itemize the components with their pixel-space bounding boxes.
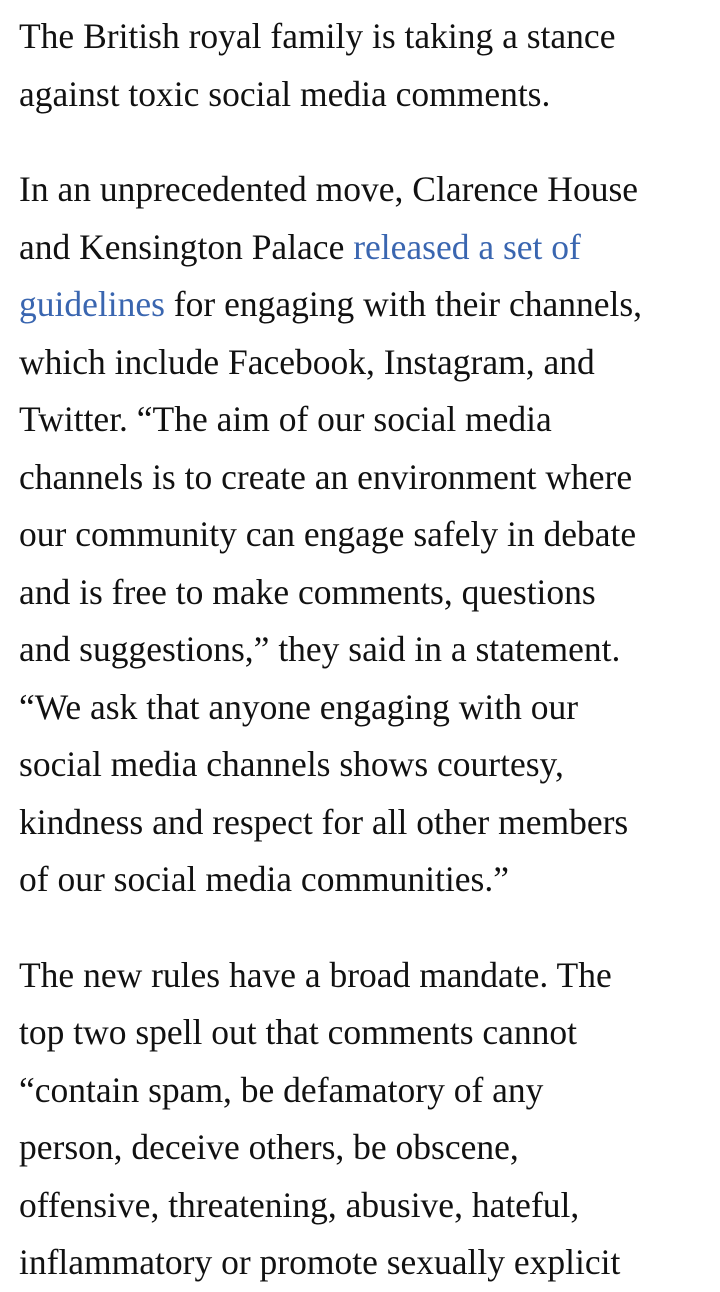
text-line: social media channels shows courtesy, xyxy=(19,744,564,784)
text-line: In an unprecedented move, Clarence House xyxy=(19,169,639,209)
text-line xyxy=(19,276,709,334)
text-line: The new rules have a broad mandate. The xyxy=(19,954,612,995)
text-line: against toxic social media comments. xyxy=(19,73,551,114)
text-line: Twitter. “The aim of our social media xyxy=(19,399,552,439)
text-line: of our social media communities.” xyxy=(19,859,509,899)
text-fragment: and Kensington Palace xyxy=(19,226,354,267)
text-line: which include Facebook, Instagram, and xyxy=(19,341,595,382)
guidelines-link[interactable]: released a set of xyxy=(353,226,581,267)
article-body xyxy=(19,8,709,1292)
text-line: top two spell out that comments cannot xyxy=(19,1012,578,1052)
text-line: and suggestions,” they said in a statement. xyxy=(19,629,621,669)
text-line: our community can engage safely in debate xyxy=(19,514,637,554)
text-line: “contain spam, be defamatory of any xyxy=(19,1069,544,1110)
text-line: channels is to create an environment where xyxy=(19,456,633,497)
text-line: offensive, threatening, abusive, hateful, xyxy=(19,1184,580,1225)
text-line: “We ask that anyone engaging with our xyxy=(19,686,579,727)
text-line: kindness and respect for all other members xyxy=(19,801,629,842)
text-fragment: for engaging with their channels, xyxy=(164,284,643,324)
text-line: person, deceive others, be obscene, xyxy=(19,1127,519,1167)
paragraph-guidelines xyxy=(19,161,709,909)
paragraph-intro xyxy=(19,8,709,123)
text-line: and is free to make comments, questions xyxy=(19,571,596,612)
text-line: inflammatory or promote sexually explicit xyxy=(19,1242,621,1282)
text-line xyxy=(19,219,709,277)
text-line: The British royal family is taking a stance xyxy=(19,16,616,56)
guidelines-link-continued[interactable]: guidelines xyxy=(19,284,165,324)
paragraph-rules xyxy=(19,947,709,1292)
